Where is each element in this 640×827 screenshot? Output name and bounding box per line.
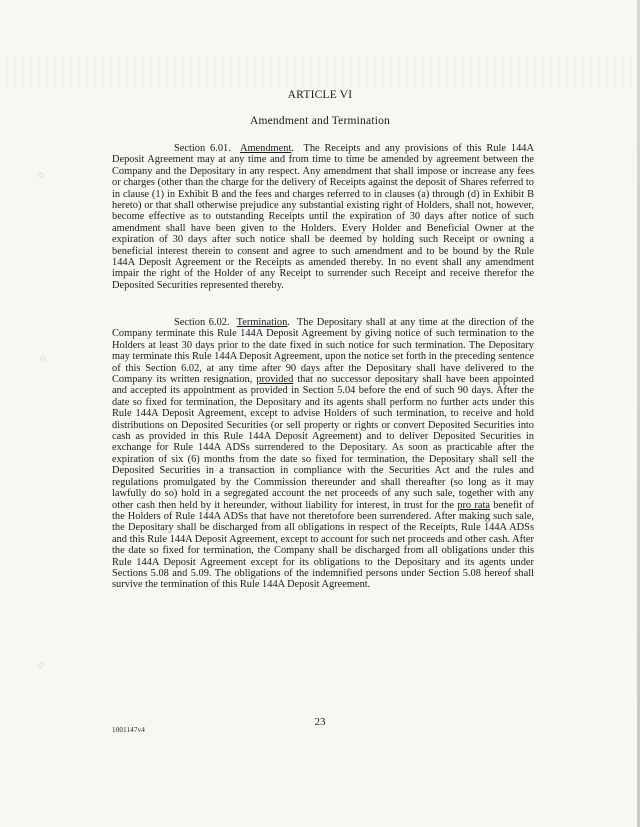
section-body: The Receipts and any provisions of this Rule 144A Deposit Agreement may at any time and from time to time be amended by agreement between the Company and the Depositary in any respect. Any amendment that shall impose or increase any fees or charges (other than the charge for the delivery of Receipts against the deposit of Shares referred to in clause (1) in Exhibit B and the fees and charges referred to in clauses (a) through (d) in Exhibit B hereto) or that shall otherwise prejudice any substantial existing right of Holders, shall not, however, become effective as to outstanding Receipts until the expiration of 30 days after notice of such amendment shall have been given to the Holders. Every Holder and Beneficial Owner at the expiration of 30 days after such notice shall be deemed by holding such Receipt or owning a beneficial interest therein to consent and agree to such amendment and to be bound by the Rule 144A Deposit Agreement or the Receipts as amended thereby. In no event shall any amendment impair the right of the Holder of any Receipt to surrender such Receipt and receive therefor the Deposited Securities represented thereby. xyxy=(112,143,534,291)
binding-hole-mark: ◌ xyxy=(38,170,44,181)
section-body-part-a: The Depositary shall at any time at the direction of the Company terminate this Rule 144A Deposit Agreement by giving notice of such termination to the Holders at least 30 days prior to the date fixed in such notice for such termination. The Depositary may terminate this Rule 144A Deposit Agreement, upon the notice set forth in the preceding sentence of this Section 6.02, at any time after 90 days after the Depositary shall have delivered to the Company its written resignation, xyxy=(112,317,535,386)
section-6-02-paragraph: Section 6.02. Termination. The Depositary shall at any time at the direction of the Company terminate this Rule 144A Deposit Agreement by giving notice of such termination to the Holders at least 30 days prior to the date fixed in such notice for such termination. The Depositary may terminate this Rule 144A Deposit Agreement, upon the notice set forth in the preceding sentence of this Section 6.02, at any time after 90 days after the Depositary shall have delivered to the Company its written resignation, provided that no successor depositary shall have been appointed and accepted its appointment as provided in Section 5.04 before the end of such 90 days. After the date so fixed for termination, the Depositary and its agents shall perform no further acts under this Rule 144A Deposit Agreement, except to advise Holders of such termination, to receive and hold distributions on Deposited Securities (or sell property or rights or convert Deposited Securities into cash as provided in this Rule 144A Deposit Agreement) and to deliver Deposited Securities in exchange for Rule 144A ADSs surrendered to the Depositary. As soon as practicable after the expiration of six (6) months from the date so fixed for termination, the Depositary shall sell the Deposited Securities in a transaction in compliance with the Securities Act and the rules and regulations promulgated by the Commission thereunder and shall thereafter (so long as it may lawfully do so) hold in a segregated account the net proceeds of any such sale, together with any other cash then held by it hereunder, without liability for interest, in trust for the pro rata benefit of the Holders of Rule 144A ADSs that have not theretofore been surrendered. After making such sale, the Depositary shall be discharged from all obligations in respect of the Receipts, Rule 144A ADSs and this Rule 144A Deposit Agreement, except to account for such net proceeds and other cash. After the date so fixed for termination, the Company shall be discharged from all obligations under this Rule 144A Deposit Agreement except for its obligations to the Depositary and its agents under Sections 5.08 and 5.09. The obligations of the indemnified persons under Section 5.08 hereof shall survive the termination of this Rule 144A Deposit Agreement. xyxy=(112,317,535,591)
section-6-01-paragraph: Section 6.01. Amendment. The Receipts and any provisions of this Rule 144A Deposit Agreement may at any time and from time to time be amended by agreement between the Company and the Depositary in any respect. Any amendment that shall impose or increase any fees or charges (other than the charge for the delivery of Receipts against the deposit of Shares referred to in clause (1) in Exhibit B and the fees and charges referred to in clauses (a) through (d) in Exhibit B hereto) or that shall otherwise prejudice any substantial existing right of Holders, shall not, however, become effective as to outstanding Receipts until the expiration of 30 days after notice of such amendment shall have been given to the Holders. Every Holder and Beneficial Owner at the expiration of 30 days after such notice shall be deemed by holding such Receipt or owning a beneficial interest therein to consent and agree to such amendment and to be bound by the Rule 144A Deposit Agreement or the Receipts as amended thereby. In no event shall any amendment impair the right of the Holder of any Receipt to surrender such Receipt and receive therefor the Deposited Securities represented thereby. xyxy=(112,143,534,291)
section-body-part-c: benefit of the Holders of Rule 144A ADSs that have not theretofore been surrendered. After making such sale, the Depositary shall be discharged from all obligations in respect of the Receipts, Rule 144A ADSs and this Rule 144A Deposit Agreement, except to account for such net proceeds and other cash. After the date so fixed for termination, the Company shall be discharged from all obligations under this Rule 144A Deposit Agreement except for its obligations to the Depositary and its agents under Sections 5.08 and 5.09. The obligations of the indemnified persons under Section 5.08 hereof shall survive the termination of this Rule 144A Deposit Agreement. xyxy=(112,499,535,591)
section-heading: Amendment xyxy=(239,143,292,154)
section-number: Section 6.02. xyxy=(174,317,230,328)
pro-rata-term: pro rata xyxy=(457,499,490,511)
scan-artifact-band xyxy=(0,58,640,88)
section-body-part-b: that no successor depositary shall have been appointed and accepted its appointment as provided in Section 5.04 before the end of such 90 days. After the date so fixed for termination, the Depositary and its agents shall perform no further acts under this Rule 144A Deposit Agreement, except to advise Holders of such termination, to receive and hold distributions on Deposited Securities (or sell property or rights or convert Deposited Securities into cash as provided in this Rule 144A Deposit Agreement) and to deliver Deposited Securities in exchange for Rule 144A ADSs surrendered to the Depositary. As soon as practicable after the expiration of six (6) months from the date so fixed for termination, the Depositary shall sell the Deposited Securities in a transaction in compliance with the Securities Act and the rules and regulations promulgated by the Commission thereunder and shall thereafter (so long as it may lawfully do so) hold in a segregated account the net proceeds of any such sale, together with any other cash then held by it hereunder, without liability for interest, in trust for the xyxy=(112,374,534,511)
binding-hole-mark: ◌ xyxy=(40,353,46,364)
document-id: 1001147v4 xyxy=(112,726,146,734)
binding-hole-mark: ◌ xyxy=(38,660,44,671)
section-heading: Termination xyxy=(236,317,288,328)
article-subtitle: Amendment and Termination xyxy=(249,115,391,127)
section-number: Section 6.01. xyxy=(174,143,231,154)
page-number: 23 xyxy=(314,716,326,728)
provided-term: provided xyxy=(256,374,294,386)
article-title: ARTICLE VI xyxy=(287,89,353,101)
